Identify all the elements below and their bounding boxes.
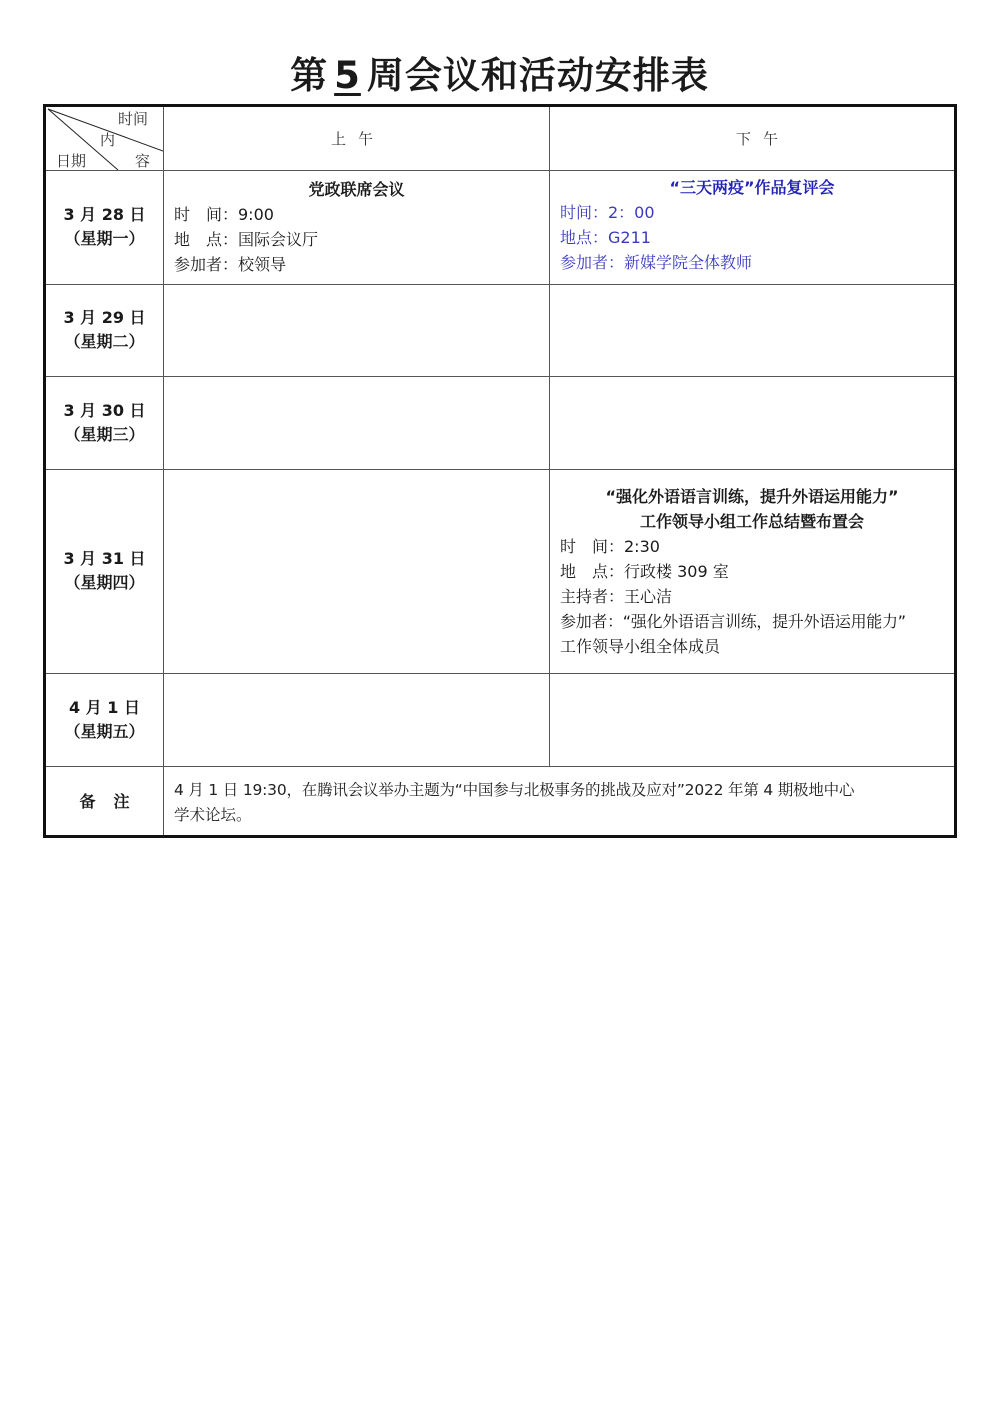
grid-hline [46, 673, 954, 674]
meeting-host: 主持者：王心洁 [560, 587, 673, 606]
meeting-attendees: 参加者：校领导 [174, 255, 287, 274]
weekday-label: （星期五） [64, 721, 145, 741]
date-label: 3 月 31 日 [63, 549, 146, 568]
remarks-content [164, 767, 954, 835]
meeting-title: “强化外语语言训练，提升外语运用能力” [605, 487, 899, 506]
meeting-time: 时间：2：00 [560, 203, 655, 222]
grid-hline [46, 284, 954, 285]
title-week-number: 5 [334, 54, 361, 97]
weekday-label: （星期一） [64, 229, 145, 248]
date-cell-apr-1 [46, 673, 163, 766]
meeting-attendees: 参加者：新媒学院全体教师 [560, 253, 753, 272]
meeting-title: “三天两疫”作品复评会 [669, 178, 835, 197]
remarks-label: 备注 [79, 792, 148, 811]
meeting-time: 时 间：9:00 [174, 205, 274, 224]
date-label: 3 月 29 日 [63, 308, 146, 327]
meeting-location: 地 点：国际会议厅 [174, 230, 319, 249]
meeting-title: 党政联席会议 [308, 180, 405, 199]
title-suffix: 周会议和活动安排表 [366, 54, 709, 97]
header-afternoon: 下午 [736, 130, 791, 148]
meeting-time: 时 间：2:30 [560, 537, 660, 556]
weekday-label: （星期三） [64, 424, 145, 444]
meeting-cell-mar-28-morning [164, 171, 549, 284]
date-label: 3 月 30 日 [63, 400, 146, 420]
header-time-label: 时间 [118, 110, 149, 128]
header-content-label-1: 内 [100, 131, 116, 149]
grid-hline [46, 376, 954, 377]
weekday-label: （星期二） [64, 332, 145, 351]
page-title [0, 52, 999, 100]
remarks-line-1: 4 月 1 日 19:30，在腾讯会议举办主题为“中国参与北极事务的挑战及应对”2022 年第 4 期极地中心 [174, 781, 855, 799]
date-label: 3 月 28 日 [63, 205, 146, 224]
date-cell-mar-31 [46, 469, 163, 673]
meeting-location: 地点：G211 [560, 228, 651, 247]
meeting-location: 地 点：行政楼 309 室 [560, 562, 729, 581]
title-prefix: 第 [290, 54, 329, 97]
date-cell-mar-29 [46, 284, 163, 376]
date-label: 4 月 1 日 [69, 697, 140, 717]
remarks-line-2: 学术论坛。 [174, 806, 252, 824]
header-morning: 上午 [331, 130, 386, 148]
meeting-cell-mar-31-afternoon [550, 470, 954, 673]
date-cell-mar-30 [46, 376, 163, 469]
date-cell-mar-28 [46, 170, 163, 284]
meeting-subtitle: 工作领导小组工作总结暨布置会 [639, 512, 864, 531]
header-content-label-2: 容 [135, 152, 151, 170]
weekday-label: （星期四） [64, 573, 145, 592]
schedule-table [43, 104, 957, 838]
meeting-cell-mar-28-afternoon [550, 171, 954, 284]
meeting-attendees: 参加者：“强化外语语言训练，提升外语运用能力” [560, 612, 906, 631]
header-date-label: 日期 [56, 152, 87, 170]
meeting-attendees-continued: 工作领导小组全体成员 [560, 637, 721, 656]
